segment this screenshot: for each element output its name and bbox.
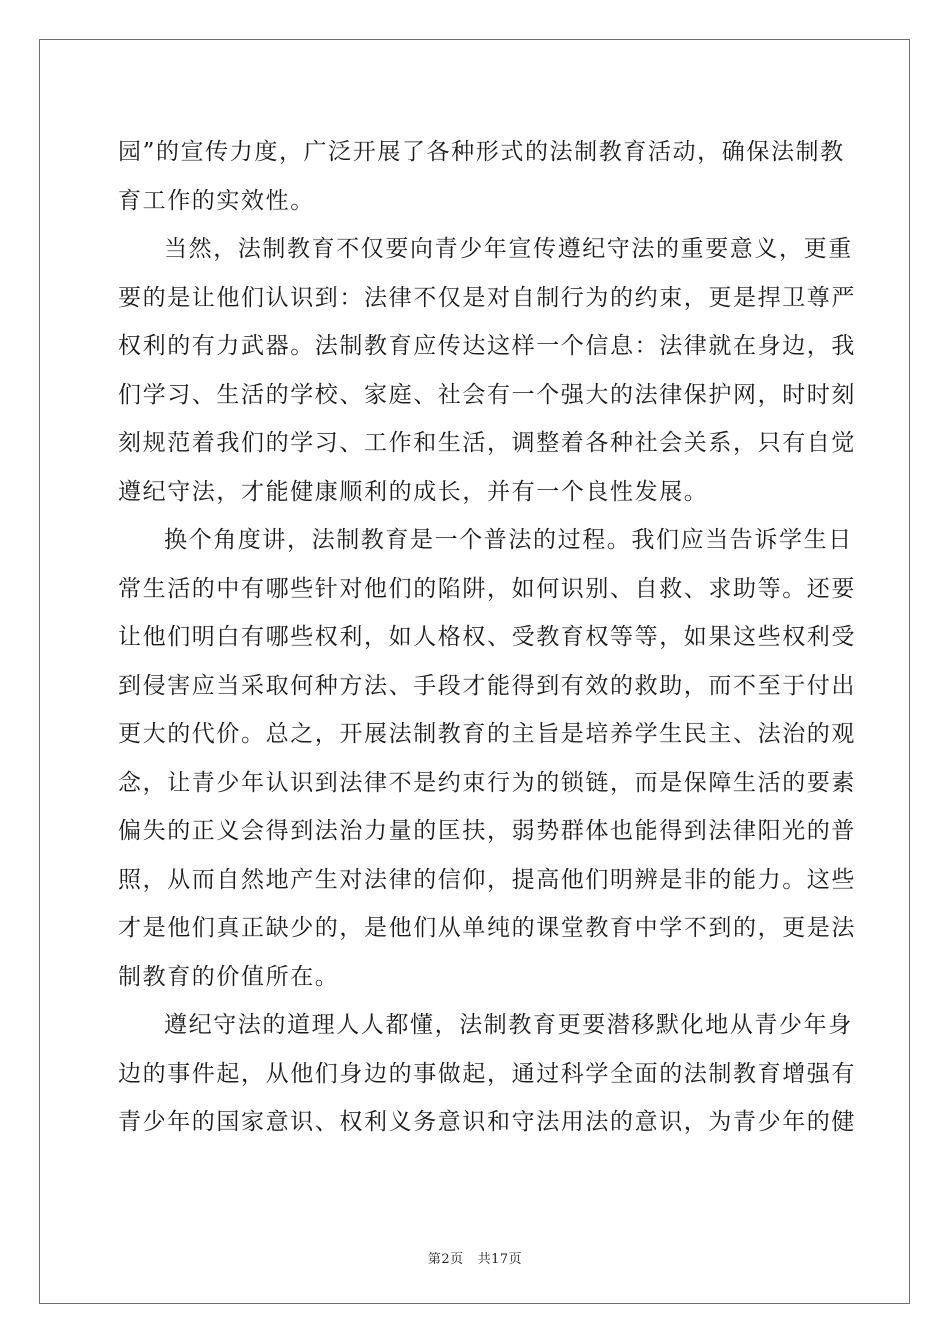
page-total: 共17页 <box>477 1252 523 1267</box>
paragraph <box>118 225 856 516</box>
page-footer <box>0 1248 950 1267</box>
text-line: 要的是让他们认识到：法律不仅是对自制行为的约束，更是捍卫尊严 <box>118 284 856 311</box>
text-line: 刻规范着我们的学习、工作和生活，调整着各种社会关系，只有自觉 <box>118 430 856 456</box>
text-line: 园”的宣传力度，广泛开展了各种形式的法制教育活动，确保法制教 <box>118 139 845 165</box>
text-line: 到侵害应当采取何种方法、手段才能得到有效的救助，而不至于付出 <box>118 672 856 699</box>
text-line: 常生活的中有哪些针对他们的陷阱，如何识别、自救、求助等。还要 <box>118 575 856 602</box>
text-line: 权利的有力武器。法制教育应传达这样一个信息：法律就在身边，我 <box>118 333 856 359</box>
text-line: 当然，法制教育不仅要向青少年宣传遵纪守法的重要意义，更重 <box>164 236 853 262</box>
paragraph <box>118 516 856 1001</box>
text-line: 遵纪守法，才能健康顺利的成长，并有一个良性发展。 <box>118 478 709 505</box>
text-line: 照，从而自然地产生对法律的信仰，提高他们明辨是非的能力。这些 <box>118 866 856 893</box>
page-number: 第2页 <box>427 1252 464 1267</box>
text-line: 偏失的正义会得到法治力量的匡扶，弱势群体也能得到法律阳光的普 <box>118 818 856 844</box>
text-line: 青少年的国家意识、权利义务意识和守法用法的意识，为青少年的健 <box>118 1109 856 1135</box>
text-line: 更大的代价。总之，开展法制教育的主旨是培养学生民主、法治的观 <box>118 721 856 747</box>
text-line: 念，让青少年认识到法律不是约束行为的锁链，而是保障生活的要素 <box>118 769 856 796</box>
text-line: 才是他们真正缺少的，是他们从单纯的课堂教育中学不到的，更是法 <box>118 915 856 941</box>
document-body <box>118 128 856 1147</box>
text-line: 边的事件起，从他们身边的事做起，通过科学全面的法制教育增强有 <box>118 1060 856 1087</box>
paragraph <box>118 128 845 225</box>
text-line: 换个角度讲，法制教育是一个普法的过程。我们应当告诉学生日 <box>164 527 853 553</box>
text-line: 育工作的实效性。 <box>118 187 315 214</box>
text-line: 们学习、生活的学校、家庭、社会有一个强大的法律保护网，时时刻 <box>118 381 856 408</box>
paragraph <box>118 1001 856 1147</box>
text-line: 让他们明白有哪些权利，如人格权、受教育权等等，如果这些权利受 <box>118 624 856 650</box>
text-line: 遵纪守法的道理人人都懂，法制教育更要潜移默化地从青少年身 <box>164 1012 853 1038</box>
text-line: 制教育的价值所在。 <box>118 963 340 990</box>
